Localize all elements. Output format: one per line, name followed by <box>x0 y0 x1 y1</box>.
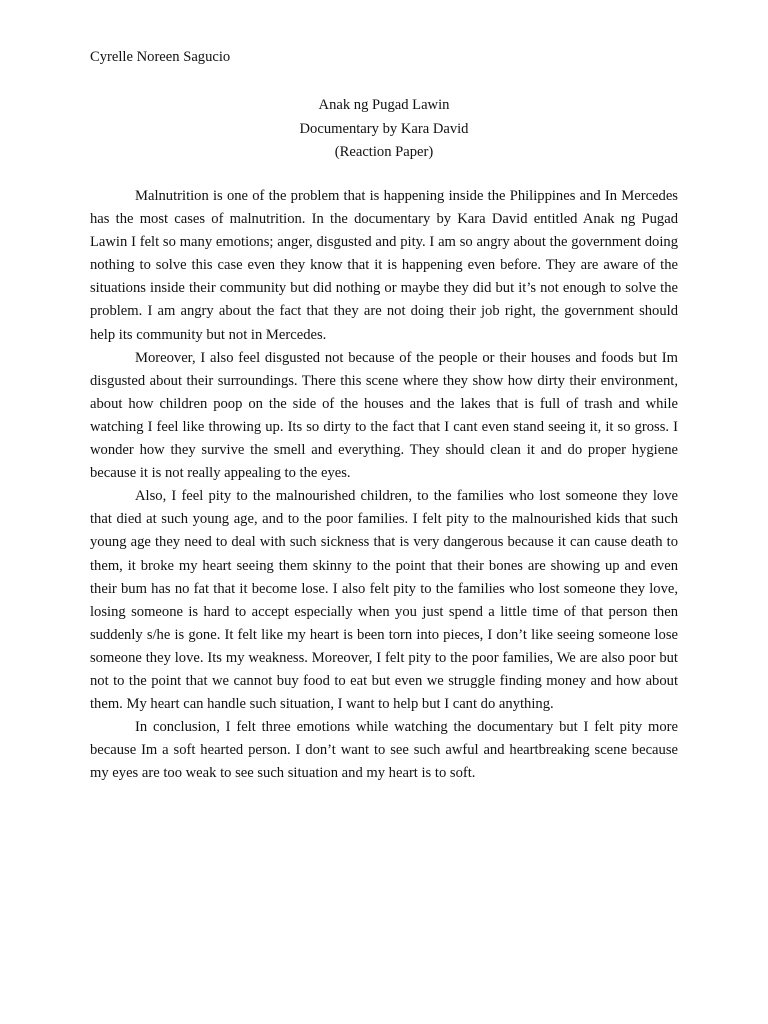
paragraph-disgust: Moreover, I also feel disgusted not because of the people or their houses and foods but Im disgusted about their surroundings. There this scene where they show how dirty their environment, about how children poop on the side of the houses and the lakes that is full of trash and while watching I feel like throwing up. Its so dirty to the fact that I cant even stand seeing it, it so gross. I wonder how they survive the smell and everything. They should clean it and do proper hygiene because it is not really appealing to the eyes. <box>90 349 678 482</box>
document-type: (Reaction Paper) <box>334 144 434 160</box>
document-subtitle: Documentary by Kara David <box>299 120 469 137</box>
paragraph-conclusion: In conclusion, I felt three emotions while watching the documentary but I felt pity more because Im a soft hearted person. I don’t want to see such awful and heartbreaking scene because my eyes are too weak to see such situation and my heart is to soft. <box>90 719 678 782</box>
title-block <box>90 94 678 165</box>
document-title: Anak ng Pugad Lawin <box>318 97 450 113</box>
author-name: Cyrelle Noreen Sagucio <box>90 49 231 65</box>
paragraph-pity: Also, I feel pity to the malnourished children, to the families who lost someone they love that died at such young age, and to the poor families. I felt pity to the malnourished kids that such young age they need to deal with such sickness that is very dangerous because it can cause death to them, it broke my heart seeing them skinny to the point that their bones are showing up and even their bum has no fat that it become lose. I also felt pity to the families who lost someone they love, losing someone is hard to accept especially when you just spend a little time of that person then suddenly s/he is gone. It felt like my heart is been torn into pieces, I don’t like seeing someone lose someone they love. Its my weakness. Moreover, I felt pity to the poor families, We are also poor but not to the point that we cannot buy food to eat but even we struggle finding money and how about them. My heart can handle such situation, I want to help but I cant do anything. <box>90 488 678 713</box>
paragraph-intro: Malnutrition is one of the problem that is happening inside the Philippines and In Mercedes has the most cases of malnutrition. In the documentary by Kara David entitled Anak ng Pugad Lawin I felt so many emotions; anger, disgusted and pity. I am so angry about the government doing nothing to solve this case even they know that it is happening even before. They are aware of the situations inside their community but did nothing or maybe they did but it’s not enough to solve the problem. I am angry about the fact that they are not doing their job right, the government should help its community but not in Mercedes. <box>90 188 678 343</box>
body-text <box>90 185 678 785</box>
